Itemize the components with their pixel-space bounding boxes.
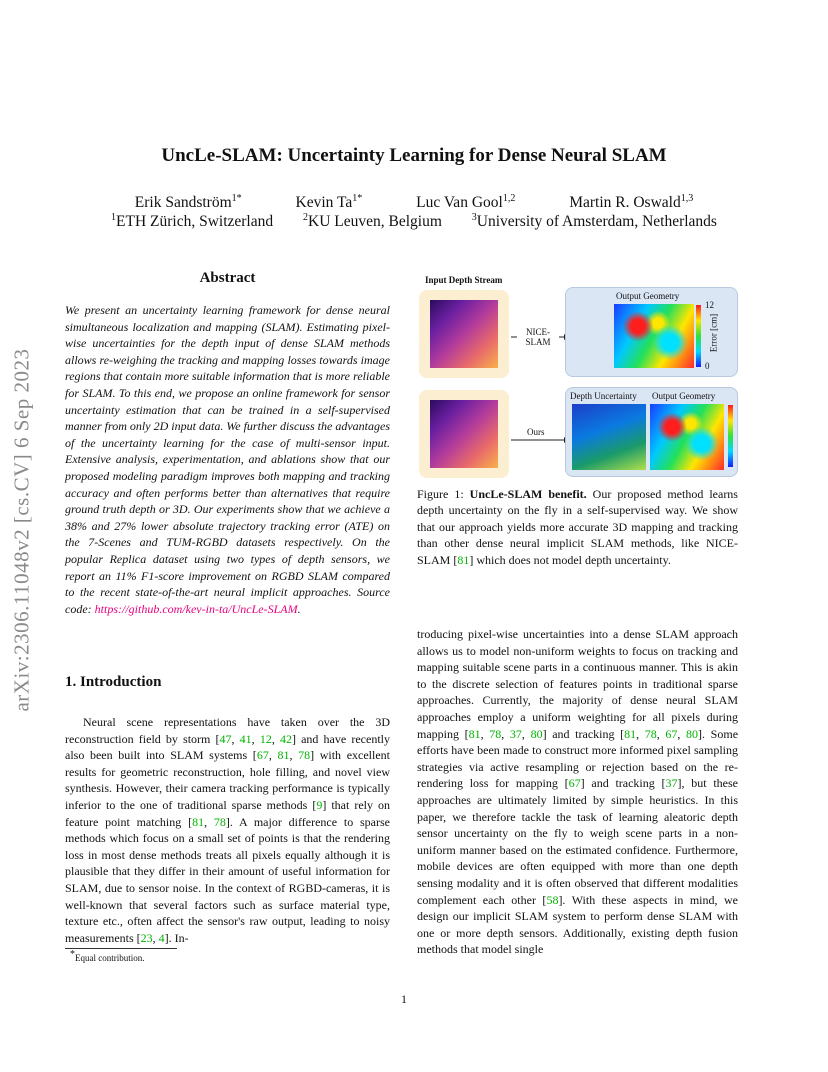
depth-image-top	[430, 300, 498, 368]
introduction-paragraph: Neural scene representations have taken over the 3D reconstruction field by storm [47, 41, 12, 42] and have recently also been built into SLAM systems [67, 81, 78] with excellent results for geometric reconstruction, hole filling, and novel view synthesis. However, their camera tracking performance is typically inferior to the one of traditional sparse methods [9] that rely on feature point matching [81, 78]. A major difference to sparse methods which focus on a small set of points is that the rendering loss in most dense methods treats all pixels equally although it is plausible that they differ in their amount of useful information for SLAM, due to sensor noise. In the context of RGBD-cameras, it is well-known that several factors such as surface material type, texture etc., often affect the sensor's raw output, leading to noisy measurements [23, 4]. In-	[65, 715, 391, 945]
affiliation: $^3$University of Amsterdam, Netherlands	[471, 211, 717, 230]
input-depth-stream-label: Input Depth Stream	[425, 275, 503, 285]
page-number: 1	[401, 992, 407, 1006]
citation-link[interactable]: 37	[665, 776, 678, 791]
right-column-paragraph: troducing pixel-wise uncertainties into a dense SLAM approach allows us to model non-uniform weights to focus on tracking and mapping suitable scene parts in a continuous manner. This is akin to the discrete selection of features points in traditional sparse approaches. Currently, the majority of dense neural SLAM approaches employ a uniform weighting for all pixels during mapping [81, 78, 37, 80] and tracking [81, 78, 67, 80]. Some efforts have been made to construct more informed pixel sampling strategies via active resampling or rejection based on the re-rendering loss for mapping [67] and tracking [37], but these approaches are ultimately limited by simple heuristics. In this paper, we therefore tackle the task of learning aleatoric depth sensor uncertainty on the fly to weigh scene parts in a non-uniform manner based on the estimated confidence. Furthermore, mobile devices are often equipped with more than one depth sensing modality and it is often observed that different modalities complement each other [58]. With these aspects in mind, we design our implicit SLAM system to perform dense SLAM with one or more depth sensors. Additionally, existing depth fusion methods that model single	[417, 627, 739, 957]
colorbar-min: 0	[705, 361, 710, 371]
author: Martin R. Oswald$^{1,3}$	[569, 192, 694, 211]
citation-link[interactable]: 78	[644, 726, 657, 741]
citation-link[interactable]: 41	[239, 731, 252, 746]
output-geometry-bottom-label: Output Geometry	[652, 391, 716, 401]
citation-link[interactable]: 81	[277, 748, 290, 763]
citation-link[interactable]: 4	[158, 930, 165, 945]
citation-link[interactable]: 81	[468, 726, 481, 741]
ours-label: Ours	[527, 427, 545, 437]
author: Erik Sandström$^{1*}$	[134, 192, 242, 211]
arrows	[509, 290, 569, 480]
introduction-heading: 1. Introduction	[65, 674, 162, 690]
nice-slam-label: NICE- SLAM	[517, 327, 559, 347]
error-colorbar-bottom	[728, 405, 733, 467]
figure-1	[417, 270, 738, 480]
output-geometry-top-image	[614, 304, 694, 368]
depth-image-bottom	[430, 400, 498, 468]
figure-caption: Figure 1: UncLe-SLAM benefit. Our proposed method learns depth uncertainty on the fly in a self-supervised way. We show that our approach yields more accurate 3D mapping and tracking than other dense neural implicit SLAM methods, like NICE-SLAM [81] which does not model depth uncertainty.	[417, 487, 738, 567]
depth-uncertainty-label: Depth Uncertainty	[570, 391, 637, 401]
citation-link[interactable]: 78	[298, 748, 311, 763]
abstract-text: We present an uncertainty learning framework for dense neural simultaneous localization and mapping (SLAM). Estimating pixel-wise uncertainties for the depth input of dense SLAM methods allows re-weighing the tracking and mapping losses towards image regions that contain more suitable information that is more reliable for SLAM. To this end, we propose an online framework for sensor uncertainty estimation that can be trained in a self-supervised manner from only 2D input data. We further discuss the advantages of the uncertainty learning for the case of multi-sensor input. Extensive analysis, experimentation, and ablations show that our proposed modeling paradigm improves both mapping and tracking accuracy and often performs better than alternatives that require ground truth depth or 3D. Our experiments show that we achieve a 38% and 27% lower absolute trajectory tracking error (ATE) on the 7-Scenes and TUM-RGBD datasets respectively. On the popular Replica dataset using two types of depth sensors, we report an 11% F1-score improvement on RGBD SLAM compared to the recent state-of-the-art neural implicit approaches. Source code: https://github.com/kev-in-ta/UncLe-SLAM.	[65, 303, 390, 616]
affiliation: $^2$KU Leuven, Belgium	[303, 211, 442, 230]
arxiv-identifier: arXiv:2306.11048v2 [cs.CV] 6 Sep 2023	[9, 348, 34, 712]
citation-link[interactable]: 67	[665, 726, 678, 741]
citation-link[interactable]: 80	[530, 726, 543, 741]
citation-link[interactable]: 12	[259, 731, 272, 746]
author: Kevin $Ta^{1*}$	[295, 192, 363, 211]
colorbar-max: 12	[705, 300, 714, 310]
author: Luc Van Gool$^{1,2}$	[416, 192, 516, 211]
citation-link[interactable]: 42	[279, 731, 292, 746]
output-geometry-top-label: Output Geometry	[616, 291, 680, 301]
paper-title: UncLe-SLAM: Uncertainty Learning for Dense Neural SLAM	[161, 145, 667, 166]
citation-link[interactable]: 80	[686, 726, 699, 741]
arxiv-sidebar	[2, 300, 42, 760]
abstract-heading: Abstract	[199, 270, 256, 286]
citation-link[interactable]: 9	[316, 797, 323, 812]
affiliation-list	[0, 213, 828, 231]
citation-link[interactable]: 58	[546, 892, 559, 907]
footnote-divider	[65, 948, 177, 949]
source-code-link[interactable]: https://github.com/kev-in-ta/UncLe-SLAM	[94, 601, 298, 616]
depth-uncertainty-image	[572, 404, 646, 470]
output-panel-top	[565, 287, 738, 377]
citation-link[interactable]: 47	[219, 731, 232, 746]
citation-link[interactable]: 78	[489, 726, 502, 741]
citation-link[interactable]: 81	[192, 814, 205, 829]
citation-link[interactable]: 81	[457, 552, 470, 567]
citation-link[interactable]: 81	[624, 726, 637, 741]
citation-link[interactable]: 67	[568, 776, 581, 791]
citation-link[interactable]: 37	[509, 726, 522, 741]
citation-link[interactable]: 23	[140, 930, 153, 945]
colorbar-label: Error [cm]	[708, 313, 719, 353]
citation-link[interactable]: 67	[256, 748, 269, 763]
input-panel-top	[419, 290, 509, 378]
output-panel-bottom	[565, 387, 738, 477]
error-colorbar	[696, 305, 701, 367]
citation-link[interactable]: 78	[213, 814, 226, 829]
input-panel-bottom	[419, 390, 509, 478]
footnote: *Equal contribution.	[70, 949, 145, 963]
affiliation: $^1$ETH Zürich, Switzerland	[111, 211, 274, 230]
author-list	[0, 194, 828, 212]
output-geometry-bottom-image	[650, 404, 724, 470]
